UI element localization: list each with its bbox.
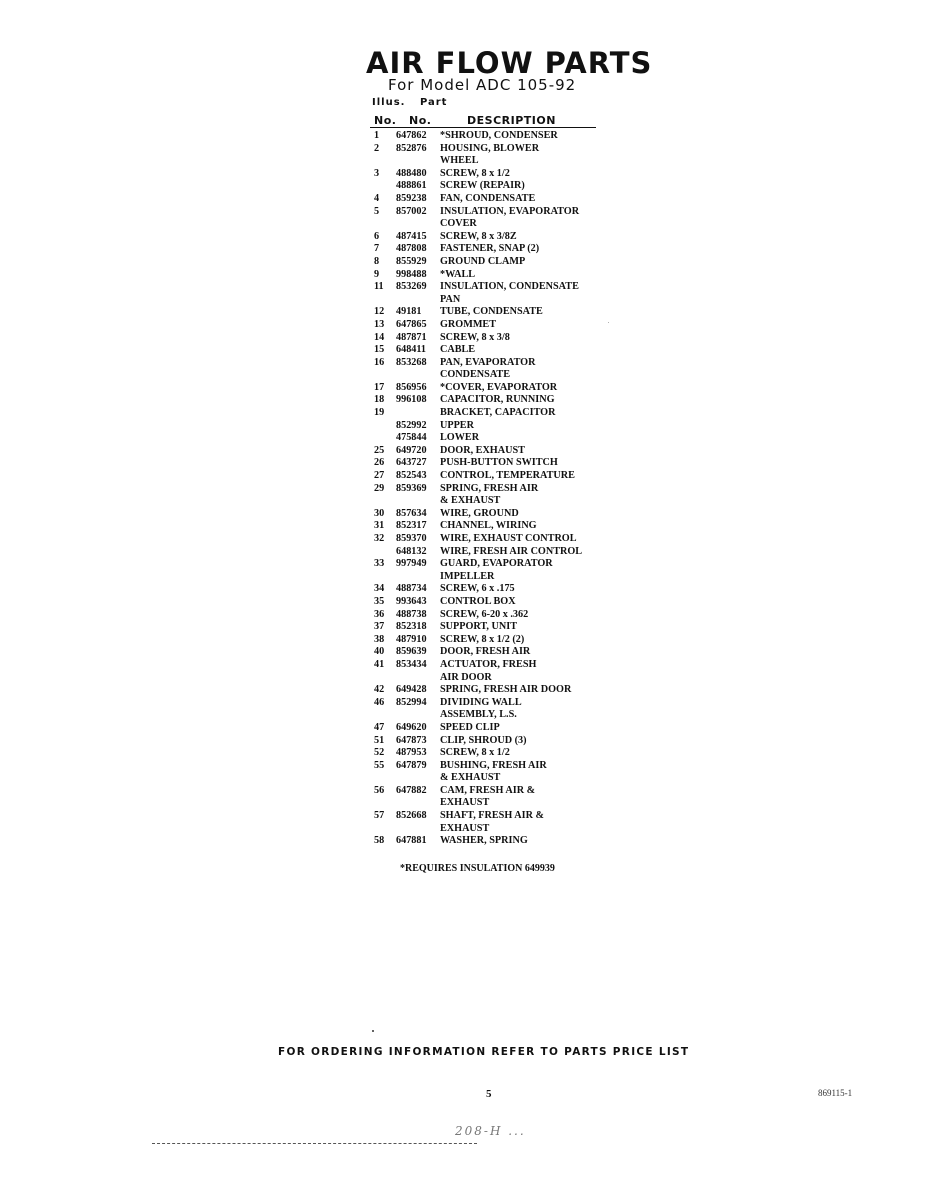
illus-number: 1 [374, 130, 380, 141]
header-rule [370, 127, 596, 128]
part-row [370, 634, 610, 647]
part-row [370, 432, 610, 445]
part-number: 487415 [396, 230, 427, 242]
part-row [370, 810, 610, 823]
illus-number [370, 369, 396, 382]
part-description: SCREW (REPAIR) [440, 180, 525, 192]
illus-number: 19 [374, 407, 385, 419]
part-description: EXHAUST [440, 822, 490, 834]
part-description: UPPER [440, 419, 474, 431]
part-number: 997949 [396, 558, 427, 570]
part-description: SCREW, 8 x 3/8Z [440, 230, 517, 242]
part-row [370, 256, 610, 269]
part-number: 647873 [396, 734, 427, 746]
part-number: 852543 [396, 470, 427, 482]
part-row [370, 697, 610, 710]
part-row [370, 533, 610, 546]
part-description: IMPELLER [440, 570, 495, 582]
part-row [370, 445, 610, 458]
part-row [370, 344, 610, 357]
part-row [370, 747, 610, 760]
part-row [370, 155, 610, 168]
part-number: 649620 [396, 721, 427, 733]
part-number: 487953 [396, 747, 427, 759]
part-row [370, 332, 610, 345]
illus-number [370, 294, 396, 307]
part-description: SCREW, 6-20 x .362 [440, 608, 529, 620]
part-description: FASTENER, SNAP (2) [440, 243, 540, 255]
parts-list [370, 130, 610, 848]
part-number: 488861 [396, 180, 427, 192]
part-description: ACTUATOR, FRESH [440, 658, 537, 670]
part-row [370, 457, 610, 470]
illus-number: 9 [374, 268, 380, 280]
illus-number [370, 672, 396, 685]
illus-number [370, 218, 396, 231]
part-number: 852994 [396, 696, 427, 708]
part-row [370, 206, 610, 219]
part-number: 852318 [396, 621, 427, 633]
illus-number: 14 [374, 331, 385, 343]
illus-number: 35 [374, 595, 385, 607]
part-number [396, 709, 440, 722]
part-row [370, 672, 610, 685]
illus-number [370, 155, 396, 168]
part-row [370, 357, 610, 370]
column-header-part-no: No. [409, 114, 432, 127]
illus-number: 7 [374, 243, 380, 255]
part-number: 856956 [396, 381, 427, 393]
part-description: INSULATION, EVAPORATOR [440, 205, 580, 217]
part-description: PAN [440, 293, 461, 305]
part-number [396, 571, 440, 584]
part-row [370, 130, 610, 143]
part-description: SPEED CLIP [440, 721, 500, 733]
part-description: SCREW, 8 x 1/2 [440, 167, 510, 179]
illus-number: 17 [374, 381, 385, 393]
illus-number [370, 546, 396, 559]
illus-number: 12 [374, 306, 385, 318]
part-row [370, 231, 610, 244]
illus-label: Illus. [372, 97, 406, 108]
illus-number [370, 772, 396, 785]
column-header-description: DESCRIPTION [467, 114, 556, 127]
part-number [396, 772, 440, 785]
part-row [370, 558, 610, 571]
part-number: 998488 [396, 268, 427, 280]
part-number: 993643 [396, 595, 427, 607]
part-row [370, 621, 610, 634]
part-description: DIVIDING WALL [440, 696, 522, 708]
part-row [370, 797, 610, 810]
part-number [396, 495, 440, 508]
part-description: SCREW, 6 x .175 [440, 583, 515, 595]
part-row [370, 369, 610, 382]
part-number: 859639 [396, 646, 427, 658]
part-row [370, 735, 610, 748]
part-number: 648411 [396, 344, 426, 356]
part-row [370, 143, 610, 156]
illus-number: 34 [374, 583, 385, 595]
part-number: 853269 [396, 281, 427, 293]
footnote: *REQUIRES INSULATION 649939 [400, 863, 555, 874]
part-number: 859238 [396, 192, 427, 204]
part-number: 996108 [396, 394, 427, 406]
illus-number: 3 [374, 167, 380, 179]
part-number [396, 407, 440, 420]
column-group-header [372, 97, 457, 108]
part-description: EXHAUST [440, 797, 490, 809]
illus-number: 57 [374, 810, 385, 822]
part-number [396, 155, 440, 168]
part-row [370, 785, 610, 798]
part-description: WIRE, GROUND [440, 507, 519, 519]
part-number: 852317 [396, 520, 427, 532]
part-number: 647865 [396, 318, 427, 330]
illus-number: 27 [374, 470, 385, 482]
illus-number [370, 180, 396, 193]
part-description: SUPPORT, UNIT [440, 621, 517, 633]
part-row [370, 394, 610, 407]
part-row [370, 483, 610, 496]
illus-number [370, 797, 396, 810]
part-number [396, 294, 440, 307]
part-row [370, 508, 610, 521]
illus-number: 6 [374, 230, 380, 242]
illus-number: 2 [374, 142, 380, 154]
illus-number: 8 [374, 255, 380, 267]
part-description: & EXHAUST [440, 772, 501, 784]
part-number: 647879 [396, 759, 427, 771]
illus-number: 38 [374, 633, 385, 645]
part-row [370, 546, 610, 559]
part-row [370, 823, 610, 836]
part-description: PUSH-BUTTON SWITCH [440, 457, 558, 469]
part-number: 859369 [396, 482, 427, 494]
part-number: 475844 [396, 432, 427, 444]
part-description: CONDENSATE [440, 369, 511, 381]
illus-number: 36 [374, 608, 385, 620]
part-description: WIRE, FRESH AIR CONTROL [440, 545, 583, 557]
part-row [370, 294, 610, 307]
illus-number: 31 [374, 520, 385, 532]
page-title: AIR FLOW PARTS [366, 46, 653, 80]
part-description: BRACKET, CAPACITOR [440, 407, 556, 419]
part-number: 487910 [396, 633, 427, 645]
part-number [396, 823, 440, 836]
page-number: 5 [486, 1088, 492, 1100]
part-number: 852992 [396, 419, 427, 431]
illus-number: 58 [374, 835, 385, 847]
part-number: 649720 [396, 444, 427, 456]
part-row [370, 760, 610, 773]
part-description: GROUND CLAMP [440, 255, 526, 267]
part-number: 487808 [396, 243, 427, 255]
part-description: *SHROUD, CONDENSER [440, 130, 558, 141]
part-row [370, 772, 610, 785]
part-row [370, 609, 610, 622]
part-description: DOOR, FRESH AIR [440, 646, 531, 658]
part-description: CLIP, SHROUD (3) [440, 734, 527, 746]
part-description: CABLE [440, 344, 476, 356]
part-description: WIRE, EXHAUST CONTROL [440, 533, 577, 544]
part-description: WHEEL [440, 155, 479, 167]
illus-number: 11 [374, 281, 384, 293]
part-description: CHANNEL, WIRING [440, 520, 537, 532]
part-description: FAN, CONDENSATE [440, 192, 536, 204]
part-description: LOWER [440, 432, 480, 444]
illus-number: 42 [374, 684, 385, 696]
part-description: *COVER, EVAPORATOR [440, 381, 558, 393]
part-description: CAPACITOR, RUNNING [440, 394, 555, 406]
illus-number: 55 [374, 759, 385, 771]
part-description: CONTROL, TEMPERATURE [440, 470, 575, 482]
illus-number: 56 [374, 784, 385, 796]
model-subtitle: For Model ADC 105-92 [388, 76, 577, 94]
part-number [396, 218, 440, 231]
part-number: 49181 [396, 306, 422, 318]
illus-number: 52 [374, 747, 385, 759]
part-number: 649428 [396, 684, 427, 696]
part-description: COVER [440, 218, 477, 230]
part-description: BUSHING, FRESH AIR [440, 759, 547, 771]
part-row [370, 407, 610, 420]
illus-number: 4 [374, 192, 380, 204]
part-description: SHAFT, FRESH AIR & [440, 810, 544, 822]
part-number: 643727 [396, 457, 427, 469]
part-row [370, 583, 610, 596]
part-description: AIR DOOR [440, 671, 492, 683]
part-row [370, 420, 610, 433]
scan-speck [608, 322, 609, 323]
illus-number: 13 [374, 318, 385, 330]
part-row [370, 269, 610, 282]
handwritten-mark: 208-H ... [455, 1124, 526, 1138]
illus-number: 30 [374, 507, 385, 519]
part-description: CONTROL BOX [440, 595, 516, 607]
part-number: 647862 [396, 130, 427, 141]
part-description: DOOR, EXHAUST [440, 444, 525, 456]
illus-number: 26 [374, 457, 385, 469]
part-number [396, 369, 440, 382]
part-description: SPRING, FRESH AIR DOOR [440, 684, 572, 696]
part-row [370, 382, 610, 395]
part-description: HOUSING, BLOWER [440, 142, 540, 154]
illus-number: 41 [374, 658, 385, 670]
illus-number: 33 [374, 558, 385, 570]
illus-number [370, 571, 396, 584]
part-row [370, 571, 610, 584]
part-description: SCREW, 8 x 1/2 [440, 747, 510, 759]
part-row [370, 470, 610, 483]
part-description: GROMMET [440, 318, 497, 330]
illus-number: 25 [374, 444, 385, 456]
part-row [370, 520, 610, 533]
illus-number [370, 420, 396, 433]
part-number: 859370 [396, 533, 427, 544]
illus-number: 47 [374, 721, 385, 733]
part-row [370, 193, 610, 206]
illus-number [370, 709, 396, 722]
document-number: 869115-1 [818, 1088, 853, 1098]
part-number: 647881 [396, 835, 427, 847]
illus-number: 37 [374, 621, 385, 633]
illus-number [370, 495, 396, 508]
part-row [370, 218, 610, 231]
part-number: 488738 [396, 608, 427, 620]
part-row [370, 168, 610, 181]
part-description: PAN, EVAPORATOR [440, 356, 536, 368]
part-number: 852668 [396, 810, 427, 822]
part-description: & EXHAUST [440, 495, 501, 507]
illus-number [370, 432, 396, 445]
part-label: Part [419, 97, 448, 108]
ordering-note: FOR ORDERING INFORMATION REFER TO PARTS PRICE LIST [278, 1046, 690, 1058]
illus-number: 46 [374, 696, 385, 708]
illus-number [370, 823, 396, 836]
part-row [370, 722, 610, 735]
part-number [396, 672, 440, 685]
part-number [396, 797, 440, 810]
scan-speck [372, 1030, 374, 1032]
part-row [370, 281, 610, 294]
part-description: SPRING, FRESH AIR [440, 482, 539, 494]
part-row [370, 659, 610, 672]
part-number: 855929 [396, 255, 427, 267]
part-description: CAM, FRESH AIR & [440, 784, 536, 796]
illus-number: 32 [374, 533, 385, 544]
part-row [370, 243, 610, 256]
illus-number: 40 [374, 646, 385, 658]
part-description: *WALL [440, 268, 476, 280]
part-description: SCREW, 8 x 3/8 [440, 331, 510, 343]
part-number: 488734 [396, 583, 427, 595]
part-description: TUBE, CONDENSATE [440, 306, 543, 318]
scan-rule [152, 1143, 477, 1144]
part-row [370, 835, 610, 848]
part-row [370, 180, 610, 193]
part-number: 853268 [396, 356, 427, 368]
part-description: SCREW, 8 x 1/2 (2) [440, 633, 525, 645]
part-number: 857002 [396, 205, 427, 217]
illus-number: 51 [374, 734, 385, 746]
part-number: 487871 [396, 331, 427, 343]
part-number: 853434 [396, 658, 427, 670]
illus-number: 18 [374, 394, 385, 406]
part-number: 648132 [396, 545, 427, 557]
part-row [370, 646, 610, 659]
part-row [370, 709, 610, 722]
illus-number: 15 [374, 344, 385, 356]
part-description: ASSEMBLY, L.S. [440, 709, 517, 721]
illus-number: 29 [374, 482, 385, 494]
column-header-illus-no: No. [374, 114, 397, 127]
illus-number: 5 [374, 205, 380, 217]
part-description: WASHER, SPRING [440, 835, 528, 847]
part-row [370, 684, 610, 697]
part-row [370, 306, 610, 319]
part-row [370, 596, 610, 609]
part-number: 857634 [396, 507, 427, 519]
part-row [370, 495, 610, 508]
part-number: 647882 [396, 784, 427, 796]
part-description: INSULATION, CONDENSATE [440, 281, 579, 293]
part-description: GUARD, EVAPORATOR [440, 558, 553, 570]
part-number: 488480 [396, 167, 427, 179]
part-number: 852876 [396, 142, 427, 154]
part-row [370, 319, 610, 332]
illus-number: 16 [374, 356, 385, 368]
